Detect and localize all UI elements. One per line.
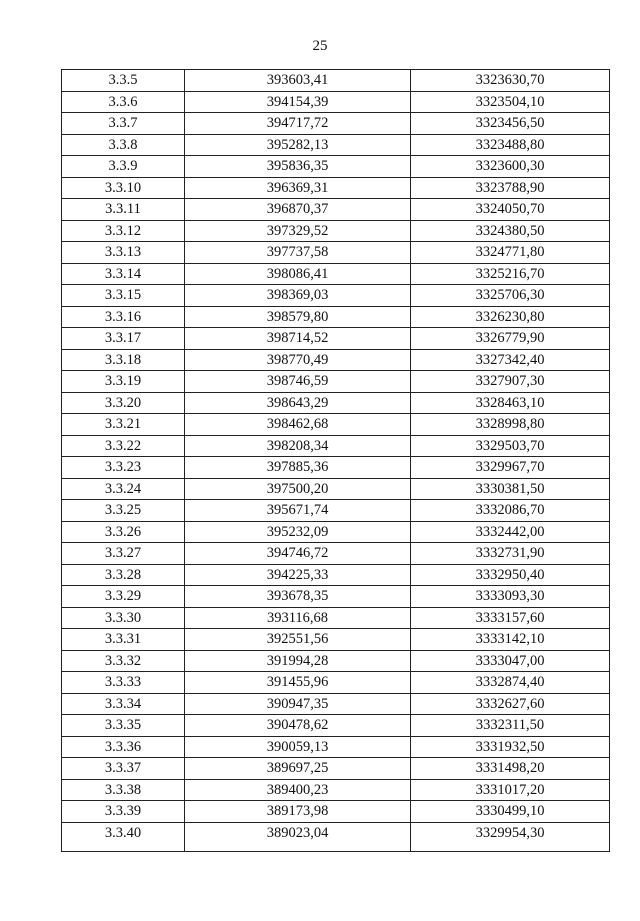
x-coordinate-cell: 394746,72 [185, 543, 411, 565]
point-number-cell: 3.3.18 [62, 349, 185, 371]
point-number-cell: 3.3.5 [62, 70, 185, 92]
coordinates-table-body [62, 70, 610, 852]
point-number-cell: 3.3.32 [62, 650, 185, 672]
y-coordinate-cell: 3333093,30 [411, 586, 610, 608]
point-number-cell: 3.3.8 [62, 134, 185, 156]
x-coordinate-cell: 398714,52 [185, 328, 411, 350]
table-row [62, 478, 610, 500]
y-coordinate-cell: 3324771,80 [411, 242, 610, 264]
point-number-cell: 3.3.37 [62, 758, 185, 780]
x-coordinate-cell: 393678,35 [185, 586, 411, 608]
y-coordinate-cell: 3328998,80 [411, 414, 610, 436]
table-row [62, 650, 610, 672]
x-coordinate-cell: 398770,49 [185, 349, 411, 371]
x-coordinate-cell: 391994,28 [185, 650, 411, 672]
table-row [62, 457, 610, 479]
table-row [62, 156, 610, 178]
table-row [62, 414, 610, 436]
table-row [62, 758, 610, 780]
table-row [62, 564, 610, 586]
table-row [62, 543, 610, 565]
point-number-cell: 3.3.29 [62, 586, 185, 608]
table-row [62, 328, 610, 350]
x-coordinate-cell: 394225,33 [185, 564, 411, 586]
x-coordinate-cell: 398746,59 [185, 371, 411, 393]
x-coordinate-cell: 390478,62 [185, 715, 411, 737]
x-coordinate-cell: 395232,09 [185, 521, 411, 543]
y-coordinate-cell: 3329503,70 [411, 435, 610, 457]
y-coordinate-cell: 3333142,10 [411, 629, 610, 651]
point-number-cell: 3.3.7 [62, 113, 185, 135]
y-coordinate-cell: 3331932,50 [411, 736, 610, 758]
x-coordinate-cell: 393116,68 [185, 607, 411, 629]
x-coordinate-cell: 392551,56 [185, 629, 411, 651]
x-coordinate-cell: 397737,58 [185, 242, 411, 264]
point-number-cell: 3.3.40 [62, 822, 185, 851]
x-coordinate-cell: 395282,13 [185, 134, 411, 156]
x-coordinate-cell: 393603,41 [185, 70, 411, 92]
y-coordinate-cell: 3332874,40 [411, 672, 610, 694]
table-row [62, 521, 610, 543]
point-number-cell: 3.3.11 [62, 199, 185, 221]
page-number: 25 [312, 38, 328, 54]
y-coordinate-cell: 3325706,30 [411, 285, 610, 307]
x-coordinate-cell: 389697,25 [185, 758, 411, 780]
point-number-cell: 3.3.22 [62, 435, 185, 457]
point-number-cell: 3.3.15 [62, 285, 185, 307]
x-coordinate-cell: 396870,37 [185, 199, 411, 221]
coordinates-table [61, 69, 610, 852]
table-row [62, 263, 610, 285]
x-coordinate-cell: 389400,23 [185, 779, 411, 801]
y-coordinate-cell: 3323488,80 [411, 134, 610, 156]
table-row [62, 629, 610, 651]
table-row [62, 220, 610, 242]
table-row [62, 672, 610, 694]
x-coordinate-cell: 390059,13 [185, 736, 411, 758]
x-coordinate-cell: 398369,03 [185, 285, 411, 307]
point-number-cell: 3.3.20 [62, 392, 185, 414]
point-number-cell: 3.3.39 [62, 801, 185, 823]
point-number-cell: 3.3.30 [62, 607, 185, 629]
y-coordinate-cell: 3323456,50 [411, 113, 610, 135]
y-coordinate-cell: 3323630,70 [411, 70, 610, 92]
table-row [62, 349, 610, 371]
table-row [62, 693, 610, 715]
y-coordinate-cell: 3324380,50 [411, 220, 610, 242]
x-coordinate-cell: 390947,35 [185, 693, 411, 715]
point-number-cell: 3.3.27 [62, 543, 185, 565]
table-row [62, 392, 610, 414]
point-number-cell: 3.3.34 [62, 693, 185, 715]
y-coordinate-cell: 3332950,40 [411, 564, 610, 586]
y-coordinate-cell: 3330499,10 [411, 801, 610, 823]
y-coordinate-cell: 3327342,40 [411, 349, 610, 371]
x-coordinate-cell: 398643,29 [185, 392, 411, 414]
point-number-cell: 3.3.24 [62, 478, 185, 500]
y-coordinate-cell: 3331017,20 [411, 779, 610, 801]
x-coordinate-cell: 394154,39 [185, 91, 411, 113]
table-row [62, 500, 610, 522]
y-coordinate-cell: 3332442,00 [411, 521, 610, 543]
table-row [62, 822, 610, 851]
table-row [62, 435, 610, 457]
table-row [62, 113, 610, 135]
table-row [62, 801, 610, 823]
y-coordinate-cell: 3332627,60 [411, 693, 610, 715]
x-coordinate-cell: 397500,20 [185, 478, 411, 500]
point-number-cell: 3.3.38 [62, 779, 185, 801]
table-row [62, 607, 610, 629]
x-coordinate-cell: 398579,80 [185, 306, 411, 328]
y-coordinate-cell: 3323504,10 [411, 91, 610, 113]
table-row [62, 199, 610, 221]
table-row [62, 586, 610, 608]
x-coordinate-cell: 398462,68 [185, 414, 411, 436]
y-coordinate-cell: 3330381,50 [411, 478, 610, 500]
x-coordinate-cell: 397885,36 [185, 457, 411, 479]
y-coordinate-cell: 3323788,90 [411, 177, 610, 199]
y-coordinate-cell: 3333157,60 [411, 607, 610, 629]
y-coordinate-cell: 3328463,10 [411, 392, 610, 414]
x-coordinate-cell: 391455,96 [185, 672, 411, 694]
x-coordinate-cell: 389173,98 [185, 801, 411, 823]
x-coordinate-cell: 397329,52 [185, 220, 411, 242]
point-number-cell: 3.3.10 [62, 177, 185, 199]
table-row [62, 242, 610, 264]
point-number-cell: 3.3.19 [62, 371, 185, 393]
x-coordinate-cell: 396369,31 [185, 177, 411, 199]
y-coordinate-cell: 3331498,20 [411, 758, 610, 780]
point-number-cell: 3.3.16 [62, 306, 185, 328]
table-row [62, 70, 610, 92]
y-coordinate-cell: 3332731,90 [411, 543, 610, 565]
table-row [62, 715, 610, 737]
point-number-cell: 3.3.26 [62, 521, 185, 543]
y-coordinate-cell: 3326779,90 [411, 328, 610, 350]
point-number-cell: 3.3.14 [62, 263, 185, 285]
y-coordinate-cell: 3329967,70 [411, 457, 610, 479]
table-row [62, 285, 610, 307]
y-coordinate-cell: 3333047,00 [411, 650, 610, 672]
y-coordinate-cell: 3327907,30 [411, 371, 610, 393]
point-number-cell: 3.3.28 [62, 564, 185, 586]
point-number-cell: 3.3.35 [62, 715, 185, 737]
point-number-cell: 3.3.21 [62, 414, 185, 436]
y-coordinate-cell: 3326230,80 [411, 306, 610, 328]
x-coordinate-cell: 389023,04 [185, 822, 411, 851]
x-coordinate-cell: 398208,34 [185, 435, 411, 457]
point-number-cell: 3.3.6 [62, 91, 185, 113]
table-row [62, 91, 610, 113]
x-coordinate-cell: 395671,74 [185, 500, 411, 522]
table-row [62, 779, 610, 801]
point-number-cell: 3.3.31 [62, 629, 185, 651]
y-coordinate-cell: 3324050,70 [411, 199, 610, 221]
point-number-cell: 3.3.25 [62, 500, 185, 522]
y-coordinate-cell: 3325216,70 [411, 263, 610, 285]
y-coordinate-cell: 3332086,70 [411, 500, 610, 522]
point-number-cell: 3.3.36 [62, 736, 185, 758]
table-row [62, 306, 610, 328]
point-number-cell: 3.3.9 [62, 156, 185, 178]
table-row [62, 177, 610, 199]
y-coordinate-cell: 3329954,30 [411, 822, 610, 851]
x-coordinate-cell: 395836,35 [185, 156, 411, 178]
point-number-cell: 3.3.12 [62, 220, 185, 242]
table-row [62, 134, 610, 156]
point-number-cell: 3.3.23 [62, 457, 185, 479]
point-number-cell: 3.3.17 [62, 328, 185, 350]
table-row [62, 371, 610, 393]
x-coordinate-cell: 394717,72 [185, 113, 411, 135]
table-row [62, 736, 610, 758]
point-number-cell: 3.3.13 [62, 242, 185, 264]
y-coordinate-cell: 3332311,50 [411, 715, 610, 737]
x-coordinate-cell: 398086,41 [185, 263, 411, 285]
y-coordinate-cell: 3323600,30 [411, 156, 610, 178]
point-number-cell: 3.3.33 [62, 672, 185, 694]
